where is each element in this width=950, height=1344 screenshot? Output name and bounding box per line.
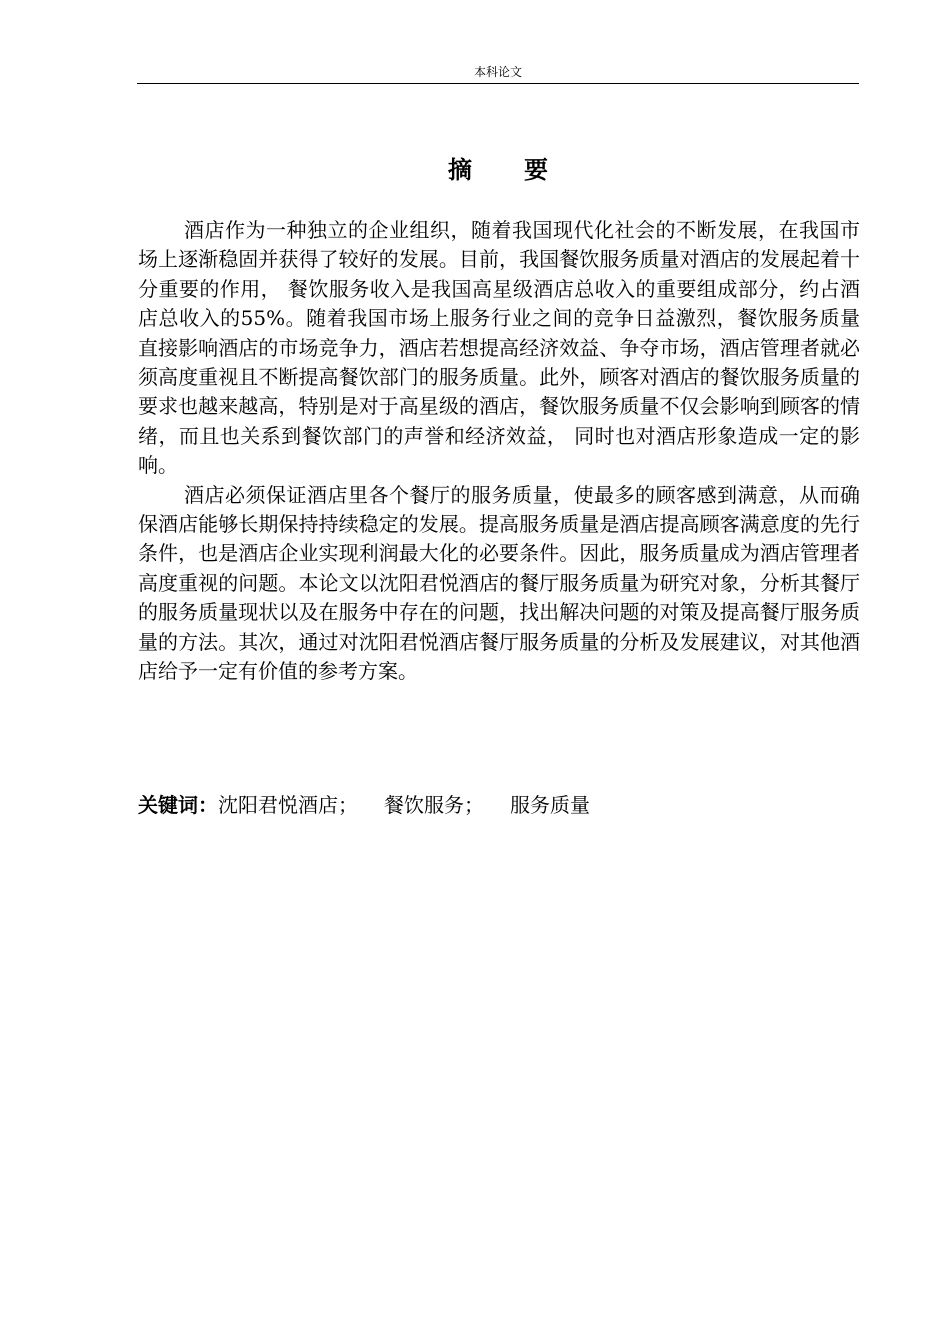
keywords-line (138, 791, 860, 819)
abstract-body (138, 216, 860, 687)
keyword-item: 餐饮服务； (384, 793, 484, 817)
abstract-title (137, 154, 859, 186)
abstract-paragraph-2: 酒店必须保证酒店里各个餐厅的服务质量，使最多的顾客感到满意，从而确保酒店能够长期保持持续稳定的发展。提高服务质量是酒店提高顾客满意度的先行条件，也是酒店企业实现利润最大化的必要条件。因此，服务质量成为酒店管理者高度重视的问题。本论文以沈阳君悦酒店的餐厅服务质量为研究对象，分析其餐厅的服务质量现状以及在服务中存在的问题，找出解决问题的对策及提高餐厅服务质量的方法。其次，通过对沈阳君悦酒店餐厅服务质量的分析及发展建议，对其他酒店给予一定有价值的参考方案。 (138, 482, 860, 684)
abstract-title-char-2: 要 (524, 156, 548, 184)
keyword-item: 沈阳君悦酒店； (218, 793, 358, 817)
header-rule (137, 83, 859, 84)
keywords-label: 关键词： (138, 793, 218, 817)
abstract-title-char-1: 摘 (448, 156, 472, 184)
running-header: 本科论文 (473, 65, 522, 79)
abstract-paragraph-1: 酒店作为一种独立的企业组织，随着我国现代化社会的不断发展，在我国市场上逐渐稳固并获得了较好的发展。目前，我国餐饮服务质量对酒店的发展起着十分重要的作用， 餐饮服务收入是我国高星级酒店总收入的重要组成部分，约占酒店总收入的55%。随着我国市场上服务行业之间的竞争日益激烈，餐饮服务质量直接影响酒店的市场竞争力，酒店若想提高经济效益、争夺市场，酒店管理者就必须高度重视且不断提高餐饮部门的服务质量。此外，顾客对酒店的餐饮服务质量的要求也越来越高，特别是对于高星级的酒店，餐饮服务质量不仅会影响到顾客的情绪，而且也关系到餐饮部门的声誉和经济效益， 同时也对酒店形象造成一定的影响。 (138, 218, 860, 478)
keyword-item: 服务质量 (510, 793, 590, 817)
